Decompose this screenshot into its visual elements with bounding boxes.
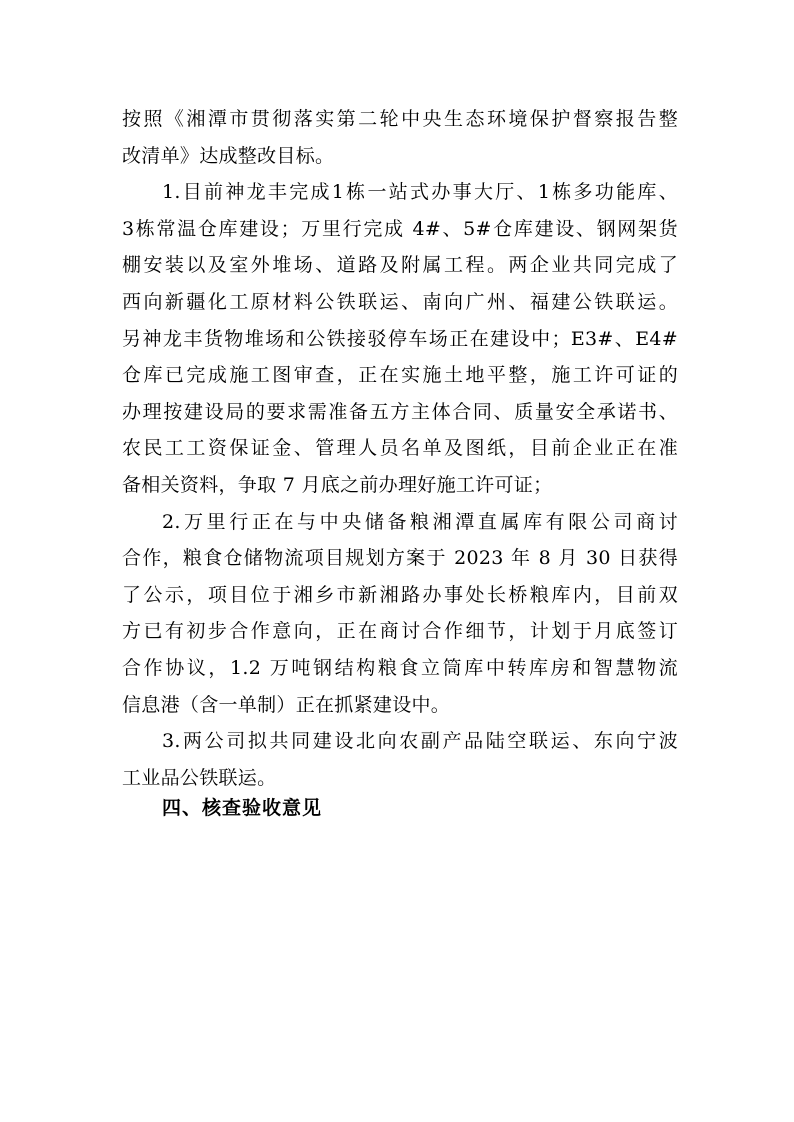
item-2-line-5: 合作协议，1.2 万吨钢结构粮食立筒库中转库房和智慧物流 bbox=[122, 656, 678, 679]
item-2-line-6: 信息港（含一单制）正在抓紧建设中。 bbox=[122, 693, 451, 716]
item-1-line-1: 1.目前神龙丰完成1栋一站式办事大厅、1栋多功能库、 bbox=[162, 181, 678, 204]
intro-line-1: 按照《湘潭市贯彻落实第二轮中央生态环境保护督察报告整 bbox=[122, 108, 678, 130]
item-2-line-3: 了公示，项目位于湘乡市新湘路办事处长桥粮库内，目前双 bbox=[122, 583, 678, 606]
item-1-line-4: 西向新疆化工原材料公铁联运、南向广州、福建公铁联运。 bbox=[122, 290, 678, 313]
item-2-line-1: 2.万里行正在与中央储备粮湘潭直属库有限公司商讨 bbox=[162, 510, 678, 533]
item-1-paragraph bbox=[122, 174, 678, 503]
item-3-paragraph bbox=[122, 723, 678, 796]
item-3-line-2: 工业品公铁联运。 bbox=[122, 766, 277, 789]
item-1-line-3: 棚安装以及室外堆场、道路及附属工程。两企业共同完成了 bbox=[122, 254, 678, 277]
item-2-line-2: 合作，粮食仓储物流项目规划方案于 2023 年 8 月 30 日获得 bbox=[122, 547, 678, 570]
intro-paragraph bbox=[122, 101, 678, 174]
item-2-line-4: 方已有初步合作意向，正在商讨合作细节，计划于月底签订 bbox=[122, 620, 678, 643]
section-heading: 四、核查验收意见 bbox=[162, 797, 323, 819]
item-1-line-6: 仓库已完成施工图审查，正在实施土地平整，施工许可证的 bbox=[122, 364, 678, 387]
item-3-line-1: 3.两公司拟共同建设北向农副产品陆空联运、东向宁波 bbox=[162, 730, 678, 753]
item-1-line-8: 农民工工资保证金、管理人员名单及图纸，目前企业正在准 bbox=[122, 437, 678, 460]
item-2-paragraph bbox=[122, 504, 678, 724]
document-body bbox=[122, 101, 678, 796]
intro-line-2: 改清单》达成整改目标。 bbox=[122, 144, 335, 167]
item-1-line-7: 办理按建设局的要求需准备五方主体合同、质量安全承诺书、 bbox=[122, 400, 678, 423]
item-1-line-5: 另神龙丰货物堆场和公铁接驳停车场正在建设中；E3#、E4# bbox=[122, 327, 678, 350]
item-1-line-9: 备相关资料，争取 7 月底之前办理好施工许可证； bbox=[122, 473, 553, 496]
item-1-line-2: 3栋常温仓库建设；万里行完成 4#、5#仓库建设、钢网架货 bbox=[122, 217, 678, 240]
